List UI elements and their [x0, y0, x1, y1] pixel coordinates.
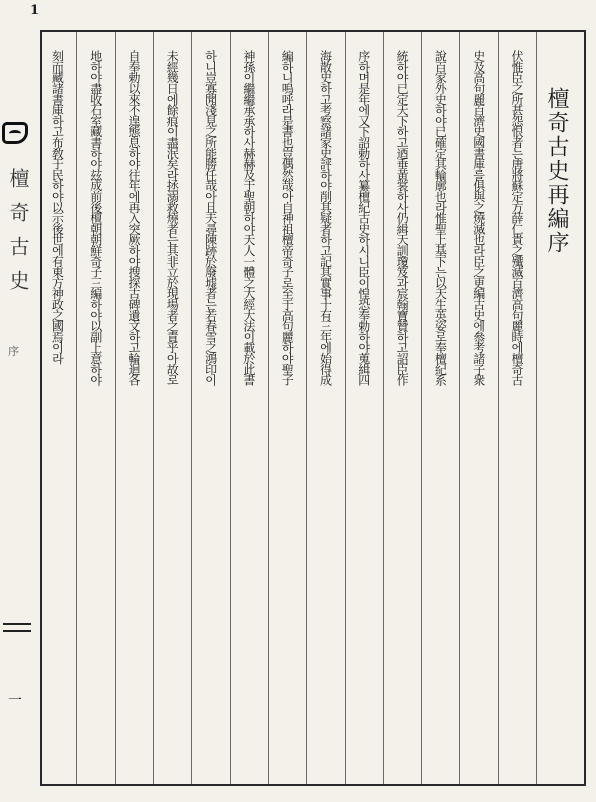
fish-tail-mark-icon — [2, 122, 28, 144]
text-column-7: 編하니嗚呼라是書也豈偶然哉아自神祖檀帝奇子로至于高句麗하야聖子 — [280, 50, 295, 385]
column-divider — [306, 32, 307, 784]
column-divider — [345, 32, 346, 784]
column-divider — [536, 32, 537, 784]
text-column-8: 神孫이繼繼承承하사赫赫及于聖朝하야天人一體之大經大法이載於此書 — [241, 50, 256, 385]
text-frame — [40, 30, 586, 786]
page-number: 1 — [30, 3, 40, 18]
column-divider — [268, 32, 269, 784]
column-divider — [115, 32, 116, 784]
text-column-5: 序하며是年에又下詔勅하사纂檀紀古史하시니臣이惶恐奉勅하야蒐緝四 — [356, 50, 371, 385]
text-column-3: 說百家外史하야已確定其輪廓也라惟聖上基下는以天生英姿로奉檀紀系 — [433, 50, 448, 385]
text-column-11: 自奉勅以來不遑態息하야往年에再入突厥하야搜探古碑遺文하고輪迴各 — [126, 50, 141, 385]
text-column-9: 하니豈寡聞淺見之所能勝任哉아且夫尋陳跡於廢墟者는若春雪之鴻印이 — [203, 50, 218, 385]
column-divider — [383, 32, 384, 784]
column-divider — [459, 32, 460, 784]
column-divider — [498, 32, 499, 784]
column-divider — [421, 32, 422, 784]
margin-rule-upper — [3, 623, 31, 625]
text-column-13: 刻而藏諸書庫하고布敎于民하야以示後世에有東方神政之國焉이라 — [50, 50, 65, 364]
margin-rule-lower — [3, 630, 31, 632]
margin-book-title: 檀奇古史 — [6, 168, 30, 304]
preface-title: 檀奇古史再編序 — [544, 87, 569, 255]
text-column-2: 史及高句麗百濟史國書庫를俱與之燒滅也라臣之更編古史에叅考諸子衆 — [471, 50, 486, 385]
margin-section-label: 序 — [8, 345, 19, 358]
text-column-10: 未經幾日에餘痕이盡泯矣라拯溺救燒者는其非立於現場者之責乎아故로 — [165, 50, 180, 385]
text-column-12: 地하야盡收石室藏書하야玆成前後檀朝朝鮮奇子三編하야以副上意하야 — [88, 50, 103, 385]
text-column-6: 海散史하고考察諸家史評하야削其疑者하고記其實事十有三年에始得成 — [318, 50, 333, 385]
margin-folio-number: 一 — [8, 693, 22, 709]
text-column-1: 伏惟臣之所甚怨恨者는唐將蘇定方薛仁貴之殲滅百濟高句麗時에檀奇古 — [509, 50, 524, 385]
column-divider — [191, 32, 192, 784]
column-divider — [153, 32, 154, 784]
column-divider — [76, 32, 77, 784]
column-divider — [230, 32, 231, 784]
text-column-4: 統하야已定天下하고迺垂黃裳하사仍緝天訓瓊笈과宸翰寶贊하고詔臣作 — [395, 50, 410, 385]
